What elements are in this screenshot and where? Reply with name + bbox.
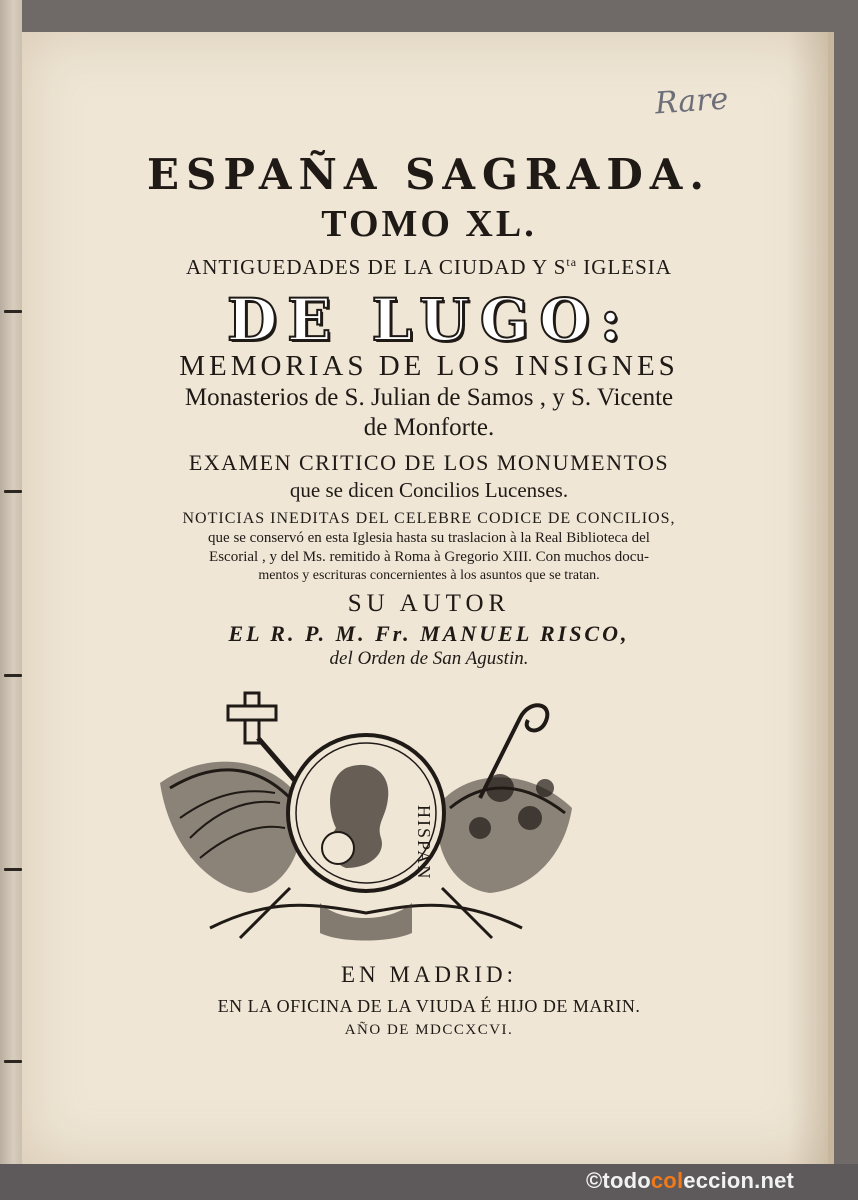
binding-stitch (4, 868, 22, 871)
medallion-inscription: HISPAN (414, 805, 434, 881)
medallion (288, 735, 444, 891)
binding-stitch (4, 1060, 22, 1063)
concilios-line: que se dicen Concilios Lucenses. (289, 478, 569, 502)
binding-stitch (4, 674, 22, 677)
noticias-line-4: mentos y escrituras concernientes à los asuntos que se tratan. (258, 568, 600, 583)
author-name: EL R. P. M. Fr. MANUEL RISCO, (228, 621, 630, 646)
site-watermark: ©todocoleccion.net (586, 1168, 795, 1193)
engraved-vignette (150, 688, 582, 948)
author-order: del Orden de San Agustin. (329, 648, 529, 669)
memorias-heading: MEMORIAS DE LOS INSIGNES (179, 350, 679, 382)
imprint-printer: EN LA OFICINA DE LA VIUDA É HIJO DE MARIN. (217, 996, 641, 1016)
examen-heading: EXAMEN CRITICO DE LOS MONUMENTOS (188, 450, 670, 475)
author-label: SU AUTOR (347, 590, 511, 617)
noticias-line-3: Escorial , y del Ms. remitido à Roma à Gregorio XIII. Con muchos docu- (209, 549, 649, 565)
book-title: ESPAÑA SAGRADA. (147, 150, 711, 199)
handwritten-note: Rare (653, 81, 730, 122)
noticias-line-2: que se conservó en esta Iglesia hasta su traslacion à la Real Biblioteca del (208, 530, 650, 546)
volume-number: TOMO XL. (321, 203, 537, 245)
subtitle-antiguedades: ANTIGUEDADES DE LA CIUDAD Y $S^{ta}$ IGLESIA (186, 255, 672, 279)
monasterios-line-1: Monasterios de S. Julian de Samos , y S. Vicente (184, 384, 674, 411)
imprint-year: AÑO DE MDCCXCVI. (344, 1022, 514, 1038)
monasterios-line-2: de Monforte. (363, 414, 495, 441)
imprint-city: EN MADRID: (340, 962, 518, 987)
city-heading: DE LUGO: (226, 286, 632, 354)
noticias-heading: NOTICIAS INEDITAS DEL CELEBRE CODICE DE CONCILIOS, (182, 510, 676, 527)
